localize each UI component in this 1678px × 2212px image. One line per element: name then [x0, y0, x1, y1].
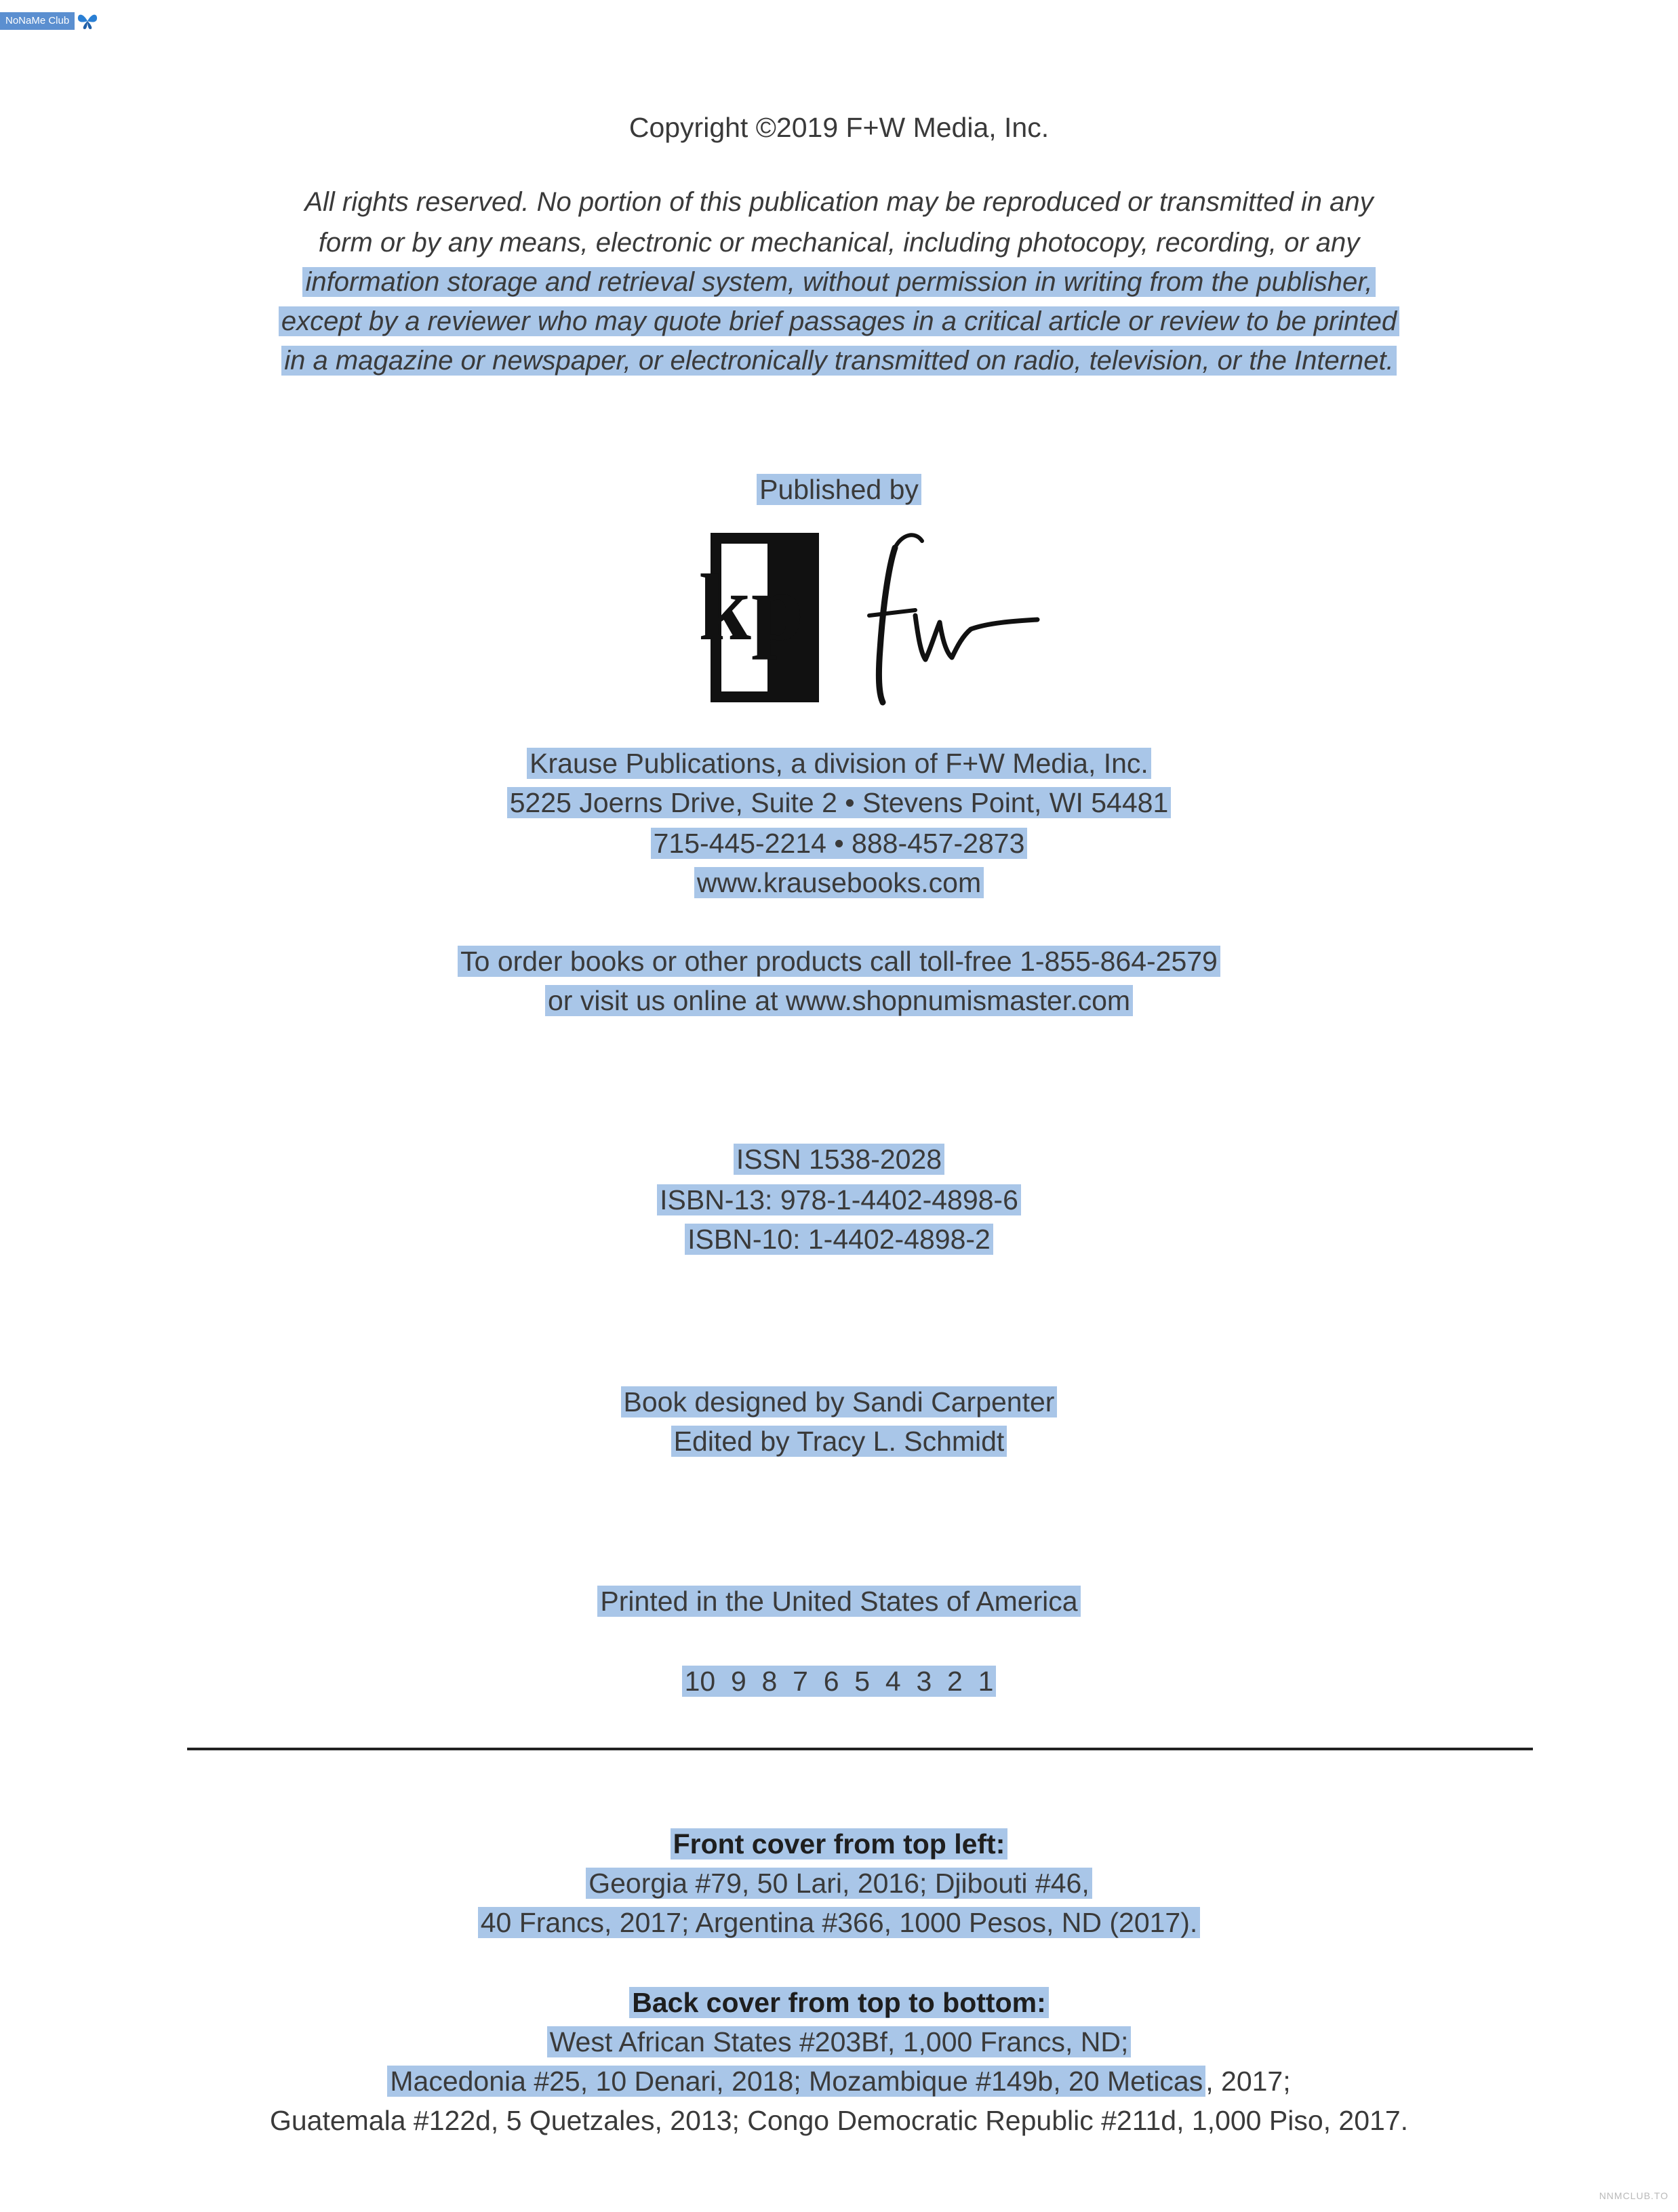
rights-line-5: in a magazine or newspaper, or electronically transmitted on radio, television, or the Internet.	[0, 342, 1678, 380]
publisher-logos	[692, 527, 1044, 710]
front-cover-line-2: 40 Francs, 2017; Argentina #366, 1000 Pesos, ND (2017).	[0, 1904, 1678, 1942]
isbn13-line: ISBN-13: 978-1-4402-4898-6	[0, 1181, 1678, 1219]
print-number-line: 10 9 8 7 6 5 4 3 2 1	[0, 1662, 1678, 1700]
publisher-line-4: www.krausebooks.com	[0, 864, 1678, 902]
butterfly-icon	[76, 11, 99, 31]
issn-line: ISSN 1538-2028	[0, 1140, 1678, 1178]
isbn10-line: ISBN-10: 1-4402-4898-2	[0, 1220, 1678, 1258]
kp-logo	[692, 527, 1044, 710]
back-cover-line-1: West African States #203Bf, 1,000 Francs, ND;	[0, 2023, 1678, 2061]
watermark-label: NoNaMe Club	[0, 12, 75, 30]
front-cover-line-1: Georgia #79, 50 Lari, 2016; Djibouti #46,	[0, 1864, 1678, 1902]
designer-line: Book designed by Sandi Carpenter	[0, 1383, 1678, 1421]
publisher-line-1: Krause Publications, a division of F+W Media, Inc.	[0, 744, 1678, 782]
rights-line-1: All rights reserved. No portion of this publication may be reproduced or transmitted in any	[304, 187, 1374, 217]
watermark-top-left	[0, 9, 136, 33]
back-cover-line-3: Guatemala #122d, 5 Quetzales, 2013; Congo Democratic Republic #211d, 1,000 Piso, 2017.	[269, 2105, 1409, 2136]
divider-rule	[187, 1748, 1533, 1750]
rights-line-4: except by a reviewer who may quote brief passages in a critical article or review to be printed	[0, 302, 1678, 340]
rights-line-3: information storage and retrieval system, without permission in writing from the publisher,	[0, 263, 1678, 301]
printed-line: Printed in the United States of America	[0, 1582, 1678, 1620]
back-cover-heading: Back cover from top to bottom:	[0, 1984, 1678, 2022]
kp-logo-text: kp	[698, 555, 804, 660]
order-line-2: or visit us online at www.shopnumismaster.com	[0, 982, 1678, 1020]
rights-line-2: form or by any means, electronic or mechanical, including photocopy, recording, or any	[318, 228, 1360, 258]
order-line-1: To order books or other products call toll-free 1-855-864-2579	[0, 942, 1678, 980]
publisher-line-2: 5225 Joerns Drive, Suite 2 • Stevens Point, WI 54481	[0, 784, 1678, 822]
front-cover-heading: Front cover from top left:	[0, 1825, 1678, 1863]
published-by: Published by	[0, 470, 1678, 508]
publisher-line-3: 715-445-2214 • 888-457-2873	[0, 824, 1678, 862]
editor-line: Edited by Tracy L. Schmidt	[0, 1422, 1678, 1460]
back-cover-line-2: Macedonia #25, 10 Denari, 2018; Mozambique #149b, 20 Meticas, 2017;	[0, 2062, 1678, 2100]
copyright-line: Copyright ©2019 F+W Media, Inc.	[628, 112, 1050, 143]
watermark-bottom-right: NNMCLUB.TO	[1599, 2190, 1669, 2201]
